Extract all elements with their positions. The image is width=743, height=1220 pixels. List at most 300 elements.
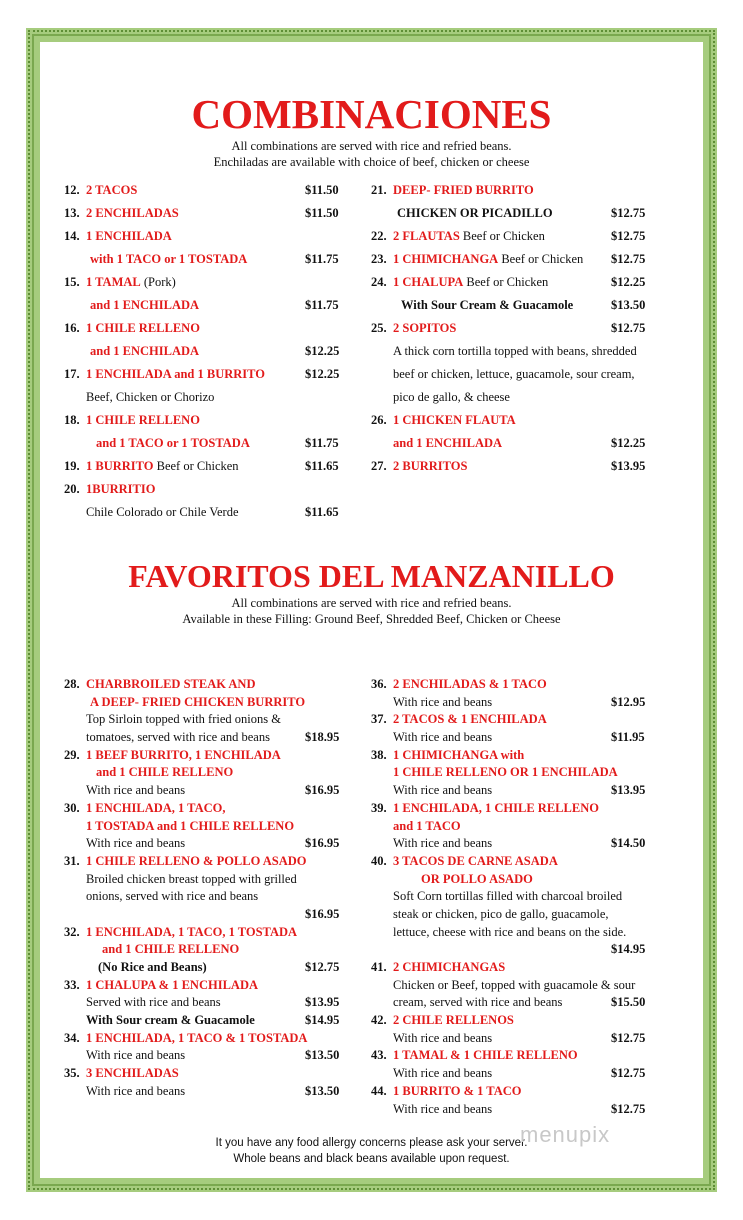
- item-name: 1 CHIMICHANGA: [393, 252, 499, 266]
- favoritos-left-column: [64, 676, 349, 1101]
- item-description: [393, 977, 635, 995]
- item-description: [393, 729, 492, 747]
- item-name: 2 CHIMICHANGAS: [393, 960, 506, 974]
- item-description: [393, 959, 505, 977]
- item-description: [393, 1012, 514, 1030]
- item-description: [86, 271, 176, 294]
- item-detail: (Pork): [140, 275, 176, 289]
- menu-item-row: [371, 959, 656, 977]
- menu-item-row: [64, 1083, 349, 1101]
- item-description: [86, 1047, 185, 1065]
- item-description: [393, 409, 516, 432]
- item-description: [86, 818, 294, 836]
- item-description: [86, 478, 155, 501]
- item-description: [401, 294, 573, 317]
- item-name: 1 ENCHILADA, 1 TACO, 1 TOSTADA: [86, 924, 298, 939]
- item-description: [86, 1065, 179, 1083]
- menu-item-row: [64, 432, 349, 455]
- menu-item-row: [64, 818, 349, 836]
- item-description: [90, 248, 247, 271]
- item-number: 31.: [64, 853, 80, 868]
- menu-item-row: [64, 478, 349, 501]
- menu-item-row: [371, 871, 656, 889]
- item-description: [86, 225, 172, 248]
- menu-item-row: [64, 271, 349, 294]
- item-price: $11.95: [611, 730, 645, 745]
- item-detail: With rice and beans: [393, 1030, 493, 1045]
- menu-item-row: [64, 941, 349, 959]
- item-detail: With rice and beans: [393, 694, 493, 709]
- item-name: 2 TACOS & 1 ENCHILADA: [393, 712, 547, 727]
- item-description: [86, 1030, 307, 1048]
- item-name: 1 TOSTADA and 1 CHILE RELLENO: [86, 818, 295, 833]
- item-description: [393, 711, 547, 729]
- item-number: 38.: [371, 747, 387, 762]
- menu-item-row: [371, 271, 651, 294]
- menu-item-row: [371, 729, 656, 747]
- item-number: 42.: [371, 1013, 387, 1028]
- item-detail: onions, served with rice and beans: [86, 889, 259, 904]
- menu-item-row: [64, 294, 349, 317]
- item-number: 24.: [371, 275, 387, 289]
- item-number: 14.: [64, 229, 80, 243]
- combinaciones-subtitle-2: Enchiladas are available with choice of beef, chicken or cheese: [213, 155, 530, 169]
- item-number: 30.: [64, 800, 80, 815]
- item-name: 1 CHALUPA & 1 ENCHILADA: [86, 977, 258, 992]
- favoritos-subtitle-1: All combinations are served with rice and refried beans.: [231, 596, 512, 610]
- item-description: [393, 271, 548, 294]
- item-detail: CHICKEN OR PICADILLO: [397, 206, 553, 220]
- item-price: $12.75: [611, 1101, 646, 1116]
- item-name: 3 TACOS DE CARNE ASADA: [393, 853, 558, 868]
- item-description: [393, 764, 618, 782]
- item-number: 20.: [64, 482, 80, 496]
- item-number: 36.: [371, 677, 387, 691]
- item-name: and 1 TACO: [393, 818, 461, 833]
- menu-item-row: [371, 1047, 656, 1065]
- menu-item-row: [64, 711, 349, 729]
- item-description: [393, 800, 599, 818]
- item-price: $14.50: [611, 836, 646, 851]
- menu-item-row: [64, 924, 349, 942]
- menu-item-row: [64, 994, 349, 1012]
- combinaciones-subtitle-1: All combinations are served with rice and refried beans.: [231, 139, 512, 153]
- item-name: 1 ENCHILADA, 1 CHILE RELLENO: [393, 800, 599, 815]
- menu-item-row: [64, 409, 349, 432]
- item-price: $12.75: [611, 1030, 646, 1045]
- menu-item-row: [371, 906, 656, 924]
- menu-item-row: [64, 1065, 349, 1083]
- item-description: [393, 676, 547, 694]
- item-number: 41.: [371, 960, 387, 974]
- item-name: 1 CHALUPA: [393, 275, 464, 289]
- item-price: $12.25: [305, 344, 340, 358]
- menu-item-row: [371, 711, 656, 729]
- item-number: 44.: [371, 1083, 387, 1098]
- menu-item-row: [371, 409, 651, 432]
- menu-item-row: [371, 676, 656, 694]
- item-number: 27.: [371, 459, 387, 473]
- menu-item-row: [64, 179, 349, 202]
- item-description: [96, 432, 250, 455]
- item-description: [393, 363, 635, 386]
- menu-item-row: [64, 977, 349, 995]
- menu-item-row: [371, 764, 656, 782]
- menu-item-row: [371, 977, 656, 995]
- item-detail: With Sour Cream & Guacamole: [401, 298, 574, 312]
- item-description: [393, 340, 637, 363]
- menu-item-row: [371, 386, 651, 409]
- item-price: $11.50: [305, 206, 339, 220]
- item-description: [86, 1012, 255, 1030]
- item-number: 35.: [64, 1066, 80, 1081]
- item-description: [90, 694, 305, 712]
- item-detail: Beef or Chicken: [153, 459, 239, 473]
- item-price: $16.95: [305, 836, 340, 851]
- item-number: 43.: [371, 1048, 387, 1063]
- item-name: 1 BEEF BURRITO, 1 ENCHILADA: [86, 747, 281, 762]
- item-description: [86, 729, 270, 747]
- item-description: [393, 853, 558, 871]
- item-detail: With rice and beans: [393, 730, 493, 745]
- menu-item-row: [371, 1065, 656, 1083]
- item-name: 1 ENCHILADA and 1 BURRITO: [86, 367, 265, 381]
- menu-item-row: [64, 363, 349, 386]
- menu-item-row: [371, 924, 656, 942]
- item-description: [86, 994, 221, 1012]
- item-name: and 1 CHILE RELLENO: [102, 942, 240, 957]
- menu-item-row: [64, 1047, 349, 1065]
- item-number: 19.: [64, 459, 80, 473]
- item-price: $11.65: [305, 505, 339, 519]
- menu-item-row: [371, 994, 656, 1012]
- item-description: [393, 888, 622, 906]
- menu-item-row: [64, 888, 349, 906]
- item-description: [393, 179, 534, 202]
- item-price: $16.95: [305, 783, 340, 798]
- item-description: [86, 871, 297, 889]
- favoritos-subtitle-2: Available in these Filling: Ground Beef, Shredded Beef, Chicken or Cheese: [182, 612, 561, 626]
- item-name: 2 CHILE RELLENOS: [393, 1013, 514, 1028]
- item-number: 15.: [64, 275, 80, 289]
- menu-item-row: [371, 888, 656, 906]
- item-price: $13.95: [611, 459, 646, 473]
- item-description: [98, 959, 207, 977]
- item-number: 25.: [371, 321, 387, 335]
- item-description: [90, 294, 199, 317]
- menu-item-row: [371, 1030, 656, 1048]
- item-description: [393, 1083, 522, 1101]
- item-description: [86, 317, 200, 340]
- item-price: $13.95: [611, 783, 646, 798]
- item-description: [86, 386, 214, 409]
- item-detail: With rice and beans: [393, 1066, 493, 1081]
- item-name: 1 CHILE RELLENO: [86, 321, 200, 335]
- menu-item-row: [371, 694, 656, 712]
- item-description: [393, 835, 492, 853]
- menu-item-row: [371, 455, 651, 478]
- item-name: 1 ENCHILADA: [86, 229, 172, 243]
- item-number: 17.: [64, 367, 80, 381]
- menu-item-row: [371, 1101, 656, 1119]
- menu-item-row: [64, 906, 349, 924]
- item-number: 18.: [64, 413, 80, 427]
- menu-item-row: [64, 782, 349, 800]
- item-description: [86, 888, 258, 906]
- menu-item-row: [371, 800, 656, 818]
- item-price: $12.75: [611, 206, 646, 220]
- menu-item-row: [371, 782, 656, 800]
- item-number: 28.: [64, 677, 80, 691]
- item-price: $14.95: [305, 1013, 340, 1028]
- item-number: 37.: [371, 712, 387, 727]
- item-name: and 1 CHILE RELLENO: [96, 765, 234, 780]
- item-detail: tomatoes, served with rice and beans: [86, 730, 270, 745]
- item-description: [393, 906, 609, 924]
- item-name: 1 BURRITO: [86, 459, 154, 473]
- item-price: $12.75: [611, 252, 646, 266]
- item-description: [393, 248, 583, 271]
- item-detail: With Sour cream & Guacamole: [86, 1013, 255, 1028]
- item-description: [393, 1047, 578, 1065]
- item-name: 2 SOPITOS: [393, 321, 457, 335]
- menu-item-row: [64, 225, 349, 248]
- item-description: [393, 225, 545, 248]
- item-description: [86, 800, 225, 818]
- item-number: 39.: [371, 800, 387, 815]
- item-description: [393, 432, 502, 455]
- item-number: 33.: [64, 977, 80, 992]
- menu-item-row: [64, 853, 349, 871]
- item-description: [393, 455, 467, 478]
- item-price: $13.50: [305, 1083, 340, 1098]
- item-detail: Top Sirloin topped with fried onions &: [86, 712, 281, 727]
- item-description: [397, 202, 553, 225]
- allergy-note: It you have any food allergy concerns please ask your server.: [215, 1137, 528, 1149]
- item-description: [86, 1083, 185, 1101]
- item-name: 1 CHILE RELLENO OR 1 ENCHILADA: [393, 765, 618, 780]
- menu-item-row: [371, 818, 656, 836]
- item-number: 32.: [64, 924, 80, 939]
- item-name: with 1 TACO or 1 TOSTADA: [90, 252, 248, 266]
- menu-item-row: [64, 764, 349, 782]
- item-description: [393, 818, 461, 836]
- item-detail: With rice and beans: [393, 836, 493, 851]
- item-description: [90, 340, 199, 363]
- item-detail: Chile Colorado or Chile Verde: [86, 505, 239, 519]
- item-name: and 1 ENCHILADA: [393, 436, 503, 450]
- item-description: [421, 871, 533, 889]
- combinaciones-left-column: [64, 179, 349, 524]
- item-name: 2 BURRITOS: [393, 459, 468, 473]
- item-name: 2 FLAUTAS: [393, 229, 460, 243]
- item-price: $11.75: [305, 252, 339, 266]
- item-number: 40.: [371, 853, 387, 868]
- item-name: 1 CHILE RELLENO & POLLO ASADO: [86, 853, 307, 868]
- item-number: 16.: [64, 321, 80, 335]
- item-description: [86, 409, 200, 432]
- item-description: [86, 501, 239, 524]
- item-name: A DEEP- FRIED CHICKEN BURRITO: [90, 694, 306, 709]
- item-price: $16.95: [305, 906, 340, 921]
- combinaciones-right-column: [371, 179, 651, 478]
- item-name: CHARBROILED STEAK AND: [86, 677, 256, 691]
- item-description: [393, 994, 562, 1012]
- menu-item-row: [64, 800, 349, 818]
- menu-item-row: [64, 959, 349, 977]
- item-description: [393, 1101, 492, 1119]
- item-description: [393, 782, 492, 800]
- item-detail: With rice and beans: [86, 783, 186, 798]
- item-detail: Soft Corn tortillas filled with charcoal broiled: [393, 889, 623, 904]
- item-detail: steak or chicken, pico de gallo, guacamole,: [393, 906, 609, 921]
- item-detail: Served with rice and beans: [86, 995, 221, 1010]
- item-detail: pico de gallo, & cheese: [393, 390, 510, 404]
- item-description: [393, 317, 456, 340]
- menu-item-row: [64, 729, 349, 747]
- menu-item-row: [371, 941, 656, 959]
- item-price: $12.75: [305, 960, 340, 974]
- item-detail: Beef, Chicken or Chorizo: [86, 390, 215, 404]
- item-price: $12.25: [305, 367, 340, 381]
- item-detail: Chicken or Beef, topped with guacamole & sour: [393, 977, 636, 992]
- menu-item-row: [64, 747, 349, 765]
- menu-item-row: [64, 340, 349, 363]
- item-description: [86, 747, 281, 765]
- item-name: 1 TAMAL & 1 CHILE RELLENO: [393, 1048, 578, 1063]
- item-description: [86, 924, 297, 942]
- item-description: [86, 179, 137, 202]
- item-price: $12.25: [611, 436, 646, 450]
- item-description: [86, 853, 307, 871]
- item-name: 2 TACOS: [86, 183, 138, 197]
- item-price: $12.75: [611, 1066, 646, 1081]
- favoritos-right-column: [371, 676, 656, 1118]
- item-description: [393, 694, 492, 712]
- item-description: [393, 1030, 492, 1048]
- item-number: 21.: [371, 183, 387, 197]
- menu-item-row: [64, 248, 349, 271]
- item-price: $11.75: [305, 436, 339, 450]
- item-price: $13.50: [305, 1048, 340, 1063]
- item-description: [86, 202, 179, 225]
- menu-item-row: [64, 202, 349, 225]
- menu-item-row: [64, 455, 349, 478]
- item-price: $11.75: [305, 298, 339, 312]
- item-detail: With rice and beans: [86, 1083, 186, 1098]
- item-detail: Beef or Chicken: [459, 229, 545, 243]
- item-description: [102, 941, 239, 959]
- beans-note: Whole beans and black beans available upon request.: [233, 1153, 510, 1165]
- item-description: [393, 1065, 492, 1083]
- item-description: [393, 924, 626, 942]
- item-name: 1 ENCHILADA, 1 TACO & 1 TOSTADA: [86, 1030, 308, 1045]
- menu-item-row: [371, 363, 651, 386]
- item-detail: Beef or Chicken: [463, 275, 549, 289]
- item-price: $13.50: [611, 298, 646, 312]
- menu-item-row: [371, 225, 651, 248]
- item-name: and 1 TACO or 1 TOSTADA: [96, 436, 250, 450]
- menu-item-row: [371, 747, 656, 765]
- item-number: 29.: [64, 747, 80, 762]
- item-detail: (No Rice and Beans): [98, 960, 207, 974]
- menu-item-row: [64, 317, 349, 340]
- item-name: and 1 ENCHILADA: [90, 298, 200, 312]
- menu-item-row: [64, 835, 349, 853]
- item-price: $15.50: [611, 995, 646, 1010]
- item-description: [86, 977, 258, 995]
- item-price: $11.50: [305, 183, 339, 197]
- item-price: $12.75: [611, 229, 646, 243]
- item-name: DEEP- FRIED BURRITO: [393, 183, 534, 197]
- item-detail: With rice and beans: [86, 1048, 186, 1063]
- menu-item-row: [371, 179, 651, 202]
- item-name: 1 CHIMICHANGA with: [393, 747, 525, 762]
- menu-item-row: [64, 694, 349, 712]
- item-name: 1 TAMAL: [86, 275, 141, 289]
- item-detail: cream, served with rice and beans: [393, 995, 563, 1010]
- item-number: 12.: [64, 183, 80, 197]
- item-price: $13.95: [305, 995, 340, 1010]
- item-price: $12.75: [611, 321, 646, 335]
- item-name: and 1 ENCHILADA: [90, 344, 200, 358]
- menu-item-row: [371, 853, 656, 871]
- section-title-combinaciones: COMBINACIONES: [191, 91, 552, 137]
- item-detail: beef or chicken, lettuce, guacamole, sour cream,: [393, 367, 635, 381]
- item-description: [96, 764, 233, 782]
- menu-item-row: [371, 202, 651, 225]
- menu-item-row: [64, 1030, 349, 1048]
- item-number: 23.: [371, 252, 387, 266]
- item-name: OR POLLO ASADO: [421, 871, 533, 886]
- item-detail: Broiled chicken breast topped with grilled: [86, 871, 297, 886]
- item-detail: With rice and beans: [86, 836, 186, 851]
- item-name: 2 ENCHILADAS & 1 TACO: [393, 677, 547, 691]
- menu-item-row: [371, 432, 651, 455]
- menu-item-row: [64, 871, 349, 889]
- menu-item-row: [371, 835, 656, 853]
- menu-item-row: [371, 1083, 656, 1101]
- menu-item-row: [371, 317, 651, 340]
- item-name: 1 CHILE RELLENO: [86, 413, 200, 427]
- item-name: 3 ENCHILADAS: [86, 1066, 179, 1081]
- item-description: [86, 835, 185, 853]
- item-description: [86, 455, 239, 478]
- item-price: $14.95: [611, 942, 646, 957]
- item-name: 1 ENCHILADA, 1 TACO,: [86, 800, 226, 815]
- menu-item-row: [371, 294, 651, 317]
- menu-item-row: [64, 501, 349, 524]
- item-price: $12.95: [611, 694, 646, 709]
- menu-item-row: [371, 1012, 656, 1030]
- menu-item-row: [371, 340, 651, 363]
- item-description: [86, 676, 255, 694]
- section-title-favoritos: FAVORITOS DEL MANZANILLO: [128, 558, 615, 594]
- menu-item-row: [64, 676, 349, 694]
- item-name: 1BURRITIO: [86, 482, 156, 496]
- item-number: 26.: [371, 413, 387, 427]
- item-price: $11.65: [305, 459, 339, 473]
- item-number: 22.: [371, 229, 387, 243]
- item-detail: With rice and beans: [393, 1101, 493, 1116]
- item-description: [86, 363, 265, 386]
- item-description: [393, 386, 510, 409]
- menu-item-row: [64, 1012, 349, 1030]
- item-description: [393, 747, 524, 765]
- item-name: 1 BURRITO & 1 TACO: [393, 1083, 522, 1098]
- menu-item-row: [64, 386, 349, 409]
- item-price: $18.95: [305, 730, 340, 745]
